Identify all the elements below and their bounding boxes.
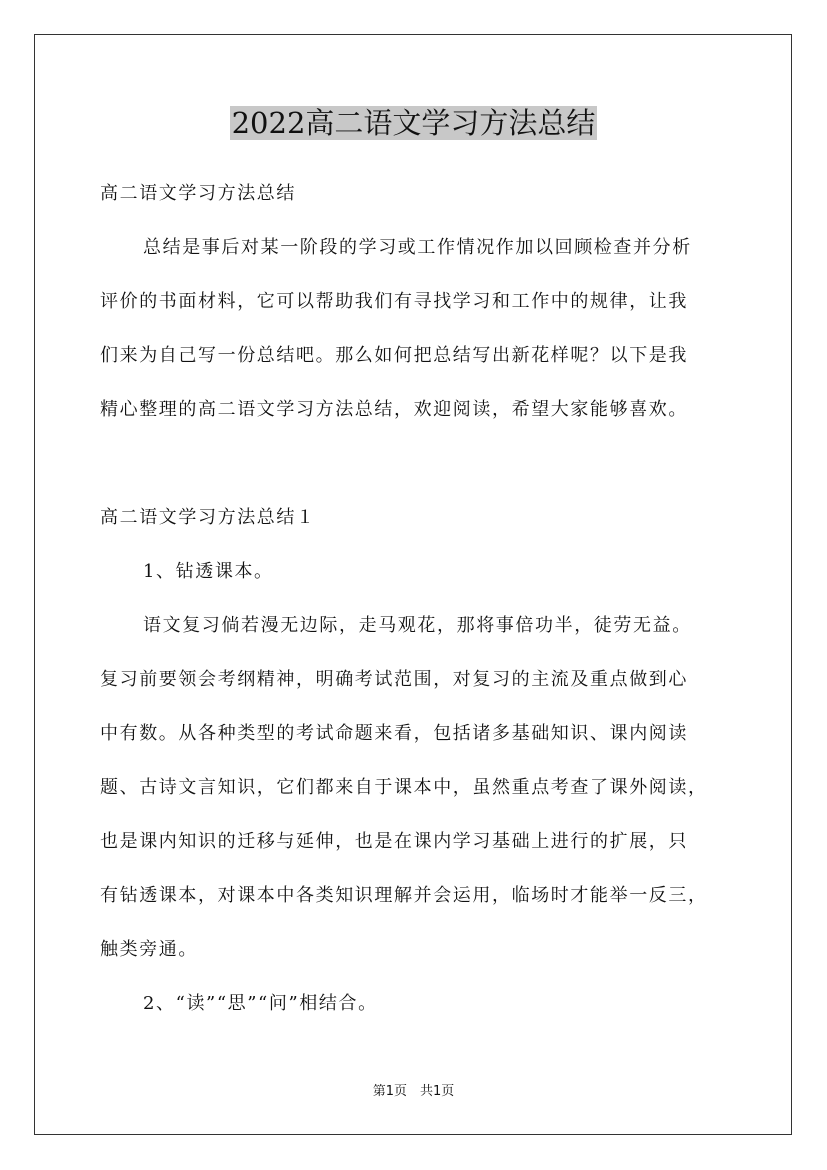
body-line: 语文复习倘若漫无边际，走马观花，那将事倍功半，徒劳无益。 xyxy=(143,615,692,636)
document-title xyxy=(0,102,827,144)
body-line: 触类旁通。 xyxy=(100,939,198,960)
document-title-text: 2022高二语文学习方法总结 xyxy=(231,106,596,140)
point-heading: 2、“读”“思”“问”相结合。 xyxy=(143,993,378,1014)
intro-line: 评价的书面材料，它可以帮助我们有寻找学习和工作中的规律，让我 xyxy=(100,291,688,312)
intro-line: 精心整理的高二语文学习方法总结，欢迎阅读，希望大家能够喜欢。 xyxy=(100,399,688,420)
body-line: 也是课内知识的迁移与延伸，也是在课内学习基础上进行的扩展，只 xyxy=(100,831,688,852)
intro-line: 总结是事后对某一阶段的学习或工作情况作加以回顾检查并分析 xyxy=(143,237,692,258)
body-line: 题、古诗文言知识，它们都来自于课本中，虽然重点考查了课外阅读， xyxy=(100,777,708,798)
body-line: 复习前要领会考纲精神，明确考试范围，对复习的主流及重点做到心 xyxy=(100,669,688,690)
intro-line: 们来为自己写一份总结吧。那么如何把总结写出新花样呢？以下是我 xyxy=(100,345,688,366)
body-line: 有钻透课本，对课本中各类知识理解并会运用，临场时才能举一反三， xyxy=(100,885,708,906)
section-heading: 高二语文学习方法总结１ xyxy=(100,507,316,528)
point-heading: 1、钻透课本。 xyxy=(143,561,274,582)
page-number: 第1页 共1页 xyxy=(372,1084,455,1099)
body-line: 中有数。从各种类型的考试命题来看，包括诸多基础知识、课内阅读 xyxy=(100,723,688,744)
page-footer xyxy=(0,1083,827,1101)
document-subtitle: 高二语文学习方法总结 xyxy=(100,183,296,204)
